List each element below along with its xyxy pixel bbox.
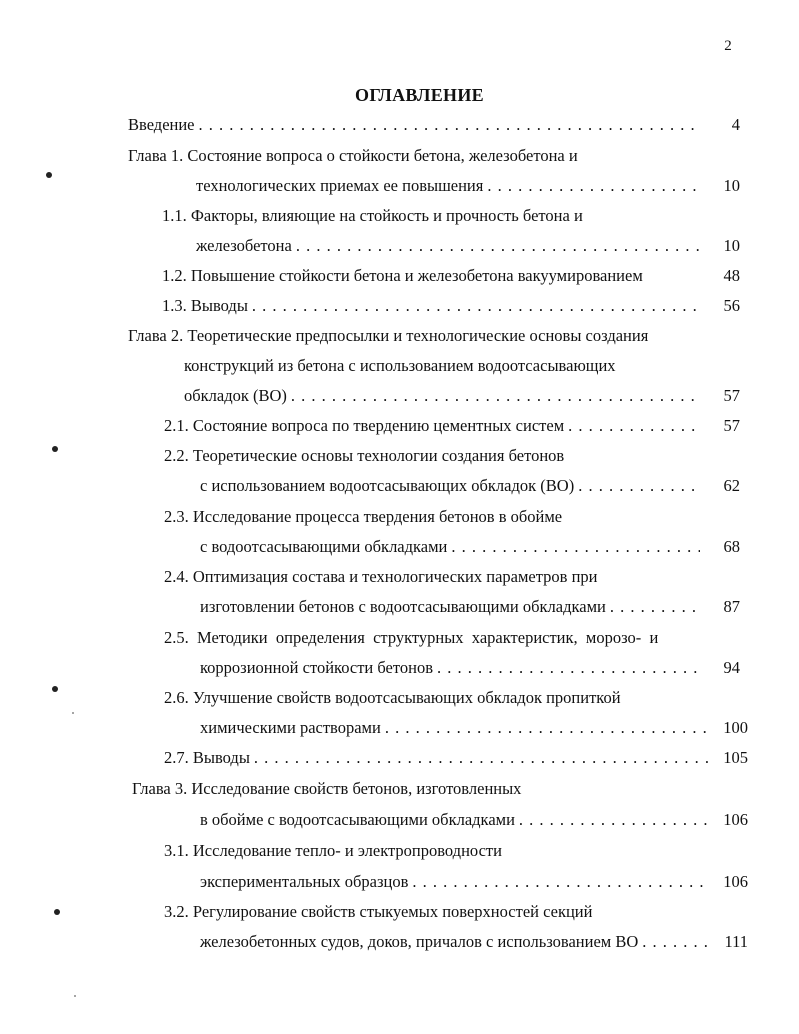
entry-page: 68 — [723, 537, 740, 556]
toc-title: ОГЛАВЛЕНИЕ — [355, 85, 484, 105]
toc-chapter-2-line2[interactable]: конструкций из бетона с использованием водоотсасывающих — [184, 356, 616, 375]
toc-chapter-1-line1[interactable]: Глава 1. Состояние вопроса о стойкости бетона, железобетона и — [128, 146, 578, 165]
toc-section-2-4[interactable] — [200, 595, 740, 619]
toc-section-3-1[interactable] — [200, 870, 748, 894]
toc-entry-introduction[interactable] — [128, 113, 740, 137]
entry-page: 57 — [723, 416, 740, 435]
toc-section-2-1[interactable] — [164, 414, 740, 438]
entry-label: обкладок (ВО) — [184, 386, 287, 405]
toc-section-3-2[interactable] — [200, 930, 748, 954]
toc-section-2-3-line1[interactable]: 2.3. Исследование процесса твердения бетонов в обойме — [164, 507, 563, 526]
entry-page: 10 — [723, 176, 740, 195]
toc-chapter-2-line1[interactable]: Глава 2. Теоретические предпосылки и технологические основы создания — [128, 326, 649, 345]
entry-label: железобетона — [196, 236, 292, 255]
scan-speck — [46, 172, 52, 178]
entry-label: изготовлении бетонов с водоотсасывающими обкладками — [200, 597, 606, 616]
page-number: 2 — [724, 38, 732, 54]
scan-speck — [72, 712, 74, 714]
scan-speck — [54, 909, 60, 915]
toc-section-3-2-line1[interactable]: 3.2. Регулирование свойств стыкуемых поверхностей секций — [164, 902, 593, 921]
toc-section-1-1-line1[interactable]: 1.1. Факторы, влияющие на стойкость и прочность бетона и — [162, 206, 583, 225]
entry-label: 2.1. Состояние вопроса по твердению цементных систем — [164, 416, 565, 435]
entry-label: технологических приемах ее повышения — [196, 176, 484, 195]
toc-chapter-2[interactable] — [184, 384, 740, 408]
toc-section-2-7[interactable] — [164, 746, 748, 770]
toc-section-2-6[interactable] — [200, 716, 748, 740]
entry-label: экспериментальных образцов — [200, 872, 409, 891]
entry-label: Введение — [128, 115, 195, 134]
entry-page: 106 — [723, 810, 748, 829]
entry-page: 10 — [723, 236, 740, 255]
entry-page: 106 — [723, 872, 748, 891]
toc-chapter-1[interactable] — [196, 174, 740, 198]
entry-label: 1.2. Повышение стойкости бетона и железобетона вакуумированием — [162, 266, 643, 285]
toc-section-2-3[interactable] — [200, 535, 740, 559]
entry-label: железобетонных судов, доков, причалов с использованием ВО — [200, 932, 639, 951]
entry-page: 94 — [723, 658, 740, 677]
entry-page: 56 — [723, 296, 740, 315]
entry-label: с использованием водоотсасывающих обкладок (ВО) — [200, 476, 575, 495]
entry-page: 48 — [723, 266, 740, 285]
entry-page: 4 — [731, 115, 740, 134]
entry-page: 105 — [723, 748, 748, 767]
entry-label: 1.3. Выводы — [162, 296, 248, 315]
toc-section-2-6-line1[interactable]: 2.6. Улучшение свойств водоотсасывающих обкладок пропиткой — [164, 688, 621, 707]
entry-label: 2.7. Выводы — [164, 748, 250, 767]
scan-speck — [52, 686, 58, 692]
toc-section-2-4-line1[interactable]: 2.4. Оптимизация состава и технологических параметров при — [164, 567, 598, 586]
entry-page: 62 — [723, 476, 740, 495]
entry-label: с водоотсасывающими обкладками — [200, 537, 448, 556]
toc-section-2-2[interactable] — [200, 474, 740, 498]
toc-section-1-3[interactable] — [162, 294, 740, 318]
toc-section-2-2-line1[interactable]: 2.2. Теоретические основы технологии создания бетонов — [164, 446, 565, 465]
entry-label: коррозионной стойкости бетонов — [200, 658, 433, 677]
entry-page: 111 — [724, 932, 748, 951]
entry-page: 100 — [723, 718, 748, 737]
toc-section-3-1-line1[interactable]: 3.1. Исследование тепло- и электропроводности — [164, 841, 502, 860]
entry-label: в обойме с водоотсасывающими обкладками — [200, 810, 515, 829]
entry-page: 57 — [723, 386, 740, 405]
toc-chapter-3-line1[interactable]: Глава 3. Исследование свойств бетонов, изготовленных — [132, 779, 522, 798]
entry-page: 87 — [723, 597, 740, 616]
scan-speck — [52, 446, 58, 452]
toc-section-2-5[interactable] — [200, 656, 740, 680]
scan-speck — [74, 995, 76, 997]
entry-label: химическими растворами — [200, 718, 381, 737]
toc-section-1-2[interactable] — [162, 264, 740, 288]
toc-section-1-1[interactable] — [196, 234, 740, 258]
toc-chapter-3[interactable] — [200, 808, 748, 832]
toc-section-2-5-line1[interactable]: 2.5. Методики определения структурных характеристик, морозо- и — [164, 628, 659, 647]
